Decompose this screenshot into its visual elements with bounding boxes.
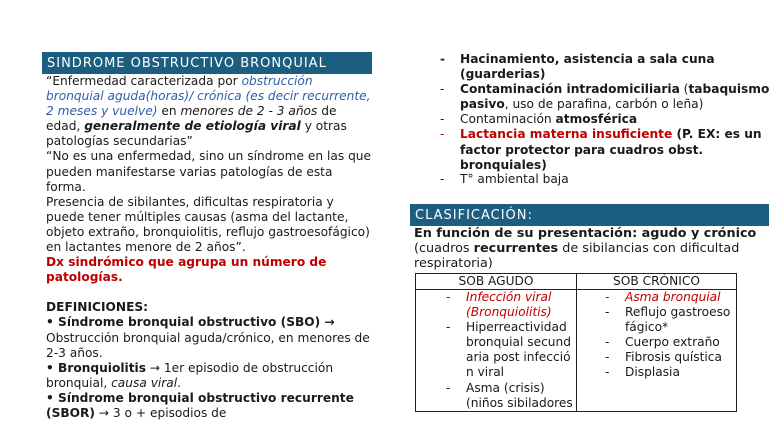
definition-item-bronquiolitis <box>46 361 372 391</box>
definitions-title: DEFINICIONES: <box>46 300 149 315</box>
paragraph-causes: Presencia de sibilantes, dificultas respiratoria y puede tener múltiples causas (asma del lactante, objeto extraño, bronquiolitis, reflujo gastroesofágico) en lactantes menore de 2 años”. <box>46 194 370 255</box>
risk-factor-list <box>410 52 770 186</box>
bullet-icon: • <box>46 360 54 375</box>
risk-factor-item <box>410 82 770 112</box>
risk-factor-red: Lactancia materna insuficiente <box>460 127 677 142</box>
classification-bold: En función de su presentación: agudo y crónico <box>414 226 757 241</box>
item-text: Displasia <box>625 365 680 380</box>
classification-paragraph <box>414 226 770 271</box>
definition-blue-text: obstrucción bronquial aguda(horas)/ crónica (es decir recurrente, 2 meses y vuelve) <box>46 74 371 119</box>
risk-factor-bold: atmosférica <box>555 112 638 127</box>
definition-term: Síndrome bronquial obstructivo (SBO) → <box>53 315 335 330</box>
table-header-acute: SOB AGUDO <box>416 274 577 290</box>
definition-term: Síndrome bronquial obstructivo recurrente (SBOR) <box>46 390 354 420</box>
item-text: Asma (crisis) (niños sibiladores <box>466 380 573 410</box>
risk-factor-text: Contaminación intradomiciliaria <box>460 82 680 97</box>
dash-icon: - <box>446 380 451 395</box>
dash-icon: - <box>605 305 610 320</box>
dash-icon: - <box>605 290 610 304</box>
definition-quote <box>46 74 372 149</box>
definition-text: “Enfermedad caracterizada por <box>46 74 242 88</box>
definition-age-text: menores de 2 - 3 años <box>180 104 318 119</box>
definition-etiology-text: generalmente de etiología viral <box>84 119 301 134</box>
dash-icon: - <box>440 82 445 97</box>
item-text: Reflujo gastroesofágico* <box>625 305 731 335</box>
table-list-item <box>577 350 736 365</box>
table-list-item <box>416 320 576 380</box>
section-header-clasificacion: CLASIFICACIÓN: <box>410 204 769 226</box>
definition-text: y otras patologías secundarias” <box>46 119 347 149</box>
definition-desc: → 3 o + episodios de <box>94 405 227 420</box>
table-list-item <box>577 305 736 335</box>
table-list-item <box>577 290 736 305</box>
classification-text <box>414 226 770 271</box>
dash-icon: - <box>605 350 610 365</box>
item-text: Fibrosis quística <box>625 350 722 365</box>
dash-icon: - <box>440 127 445 142</box>
definition-item-sbo <box>46 315 372 360</box>
item-text: Cuerpo extraño <box>625 335 720 350</box>
dash-icon: - <box>605 365 610 380</box>
classification-bold: recurrentes <box>473 241 559 257</box>
definition-text: en <box>157 104 181 119</box>
table-header-chronic: SOB CRÓNICO <box>577 274 737 290</box>
table-list-item <box>416 290 576 320</box>
item-text: Infección viral (Bronquiolitis) <box>466 290 552 320</box>
bullet-icon: • <box>46 315 54 330</box>
acute-cell <box>416 290 577 412</box>
paragraph-syndrome: “No es una enfermedad, sino un síndrome en las que pueden manifestarse varias patologías de esta forma. <box>46 149 372 194</box>
spacer <box>46 285 372 300</box>
table-list-item <box>577 335 736 350</box>
risk-factor-text: Contaminación <box>460 112 556 127</box>
dash-icon: - <box>446 290 451 304</box>
table-list-item <box>577 365 736 380</box>
dash-icon: - <box>440 171 445 186</box>
classification-text: (cuadros <box>414 241 474 257</box>
definition-desc: . <box>177 375 182 390</box>
definition-italic: causa viral <box>111 375 178 390</box>
definition-text: de edad, <box>46 104 337 134</box>
dash-icon: - <box>605 335 610 350</box>
sob-classification-table <box>415 273 737 412</box>
chronic-cell <box>577 290 737 412</box>
risk-factor-item <box>410 127 770 172</box>
item-text: Asma bronquial <box>625 290 721 304</box>
item-text: Hiperreactividad bronquial secundaria post infección viral <box>466 320 571 380</box>
risk-factor-item <box>410 52 770 82</box>
risk-factor-bold: tabaquismo pasivo <box>460 82 770 112</box>
definition-desc: → 1er episodio de obstrucción bronquial, <box>46 360 334 390</box>
dash-icon: - <box>440 112 445 127</box>
definition-block <box>46 74 372 421</box>
risk-factor-bold: (P. EX: es un factor protector para cuadros obst. bronquiales) <box>460 127 762 172</box>
risk-factor-text: , uso de parafina, carbón o leña) <box>504 97 704 112</box>
definition-item-sbor <box>46 391 372 421</box>
risk-factor-item <box>410 173 770 186</box>
highlight-dx: Dx sindrómico que agrupa un número de patologías. <box>46 255 327 285</box>
section-header-sindrome: SINDROME OBSTRUCTIVO BRONQUIAL <box>42 52 372 74</box>
risk-factor-text: ( <box>679 82 689 97</box>
definition-term: Bronquiolitis <box>53 360 146 375</box>
risk-factor-text: T° ambiental baja <box>460 171 569 186</box>
table-list-item <box>416 381 576 411</box>
risk-factor-item <box>410 112 770 127</box>
classification-text: de sibilancias con dificultad respiratoria) <box>414 241 740 272</box>
definition-desc: Obstrucción bronquial aguda/crónico, en menores de 2-3 años. <box>46 330 370 360</box>
dash-icon: - <box>440 52 446 66</box>
dash-icon: - <box>446 320 451 335</box>
risk-factor-text: Hacinamiento, asistencia a sala cuna (guarderias) <box>460 52 715 82</box>
bullet-icon: • <box>46 390 54 405</box>
